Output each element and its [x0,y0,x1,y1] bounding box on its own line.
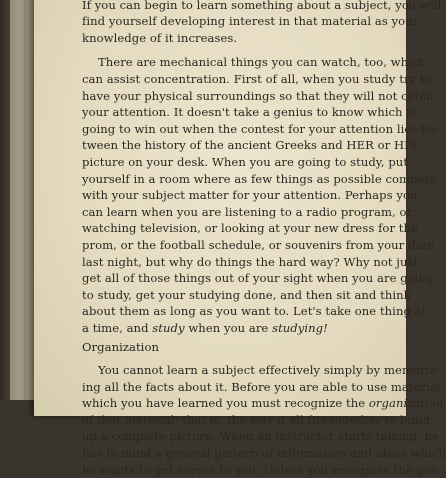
italic-organization: organization [368,396,444,411]
paragraph-2-line: can assist concentration. First of all, when you study try to [82,71,432,86]
paragraph-2-line: There are mechanical things you can watch, too, which [98,55,426,70]
paragraph-2-line: get all of those things out of your sight when you are going [82,271,434,286]
paragraph-2-line: with your subject matter for your attention. Perhaps you [82,188,418,203]
paragraph-2-line: to study, get your studying done, and then sit and think [82,287,411,302]
paragraph-2-line: tween the history of the ancient Greeks and HER or HIS [82,138,417,153]
section-heading: Organization [82,340,159,355]
paragraph-3-line: up a complete picture. When an instructor starts talking, he [82,429,439,444]
book-page [34,0,446,477]
paragraph-3-line: which you have learned you must recognize the organization [82,396,444,411]
paragraph-3-line: of that material; that is, the way it all fits together to build [82,412,431,427]
paragraph-2-line: last night, but why do things the hard way? Why not just [82,254,419,269]
page-text [82,0,446,478]
paragraph-1-line: If you can begin to learn something about a subject, you will [82,0,442,12]
paragraph-1-line: find yourself developing interest in that material as your [82,14,419,29]
paragraph-2-line: prom, or the football schedule, or souvenirs from your date [82,237,435,252]
italic-studying: studying! [272,320,328,335]
paragraph-1-line: knowledge of it increases. [82,30,238,45]
paragraph-2-line: can learn when you are listening to a radio program, or [82,204,413,219]
italic-study: study [152,320,185,335]
paragraph-2-last-line [82,320,400,337]
paragraph-2-line: your attention. It doesn't take a genius to know which is [82,105,417,120]
paragraph-2-line: have your physical surroundings so that they will not catch [82,88,434,103]
paragraph-2-line: yourself in a room where as few things as possible compete [82,171,437,186]
last-line-middle: when you are [184,320,273,335]
paragraph-2-line: going to win out when the contest for your attention lies be- [82,121,440,136]
paragraph-3-line: he wants to get across to you. Unless you recognize the gen- [82,462,443,477]
paragraph-2-line: about them as long as you want to. Let's take one thing at [82,304,427,319]
paragraph-2-line: picture on your desk. When you are going to study, put [82,154,409,169]
paragraph-3-line: has in mind a general pattern of information and ideas which [82,446,446,461]
paragraph-3-line: You cannot learn a subject effectively simply by memoriz- [98,363,440,378]
last-line-prefix: a time, and [82,320,153,335]
paragraph-gap [82,46,400,54]
paragraph-2-line: watching television, or looking at your new dress for the [82,221,418,236]
paragraph-3-line: ing all the facts about it. Before you are able to use material [82,379,441,394]
